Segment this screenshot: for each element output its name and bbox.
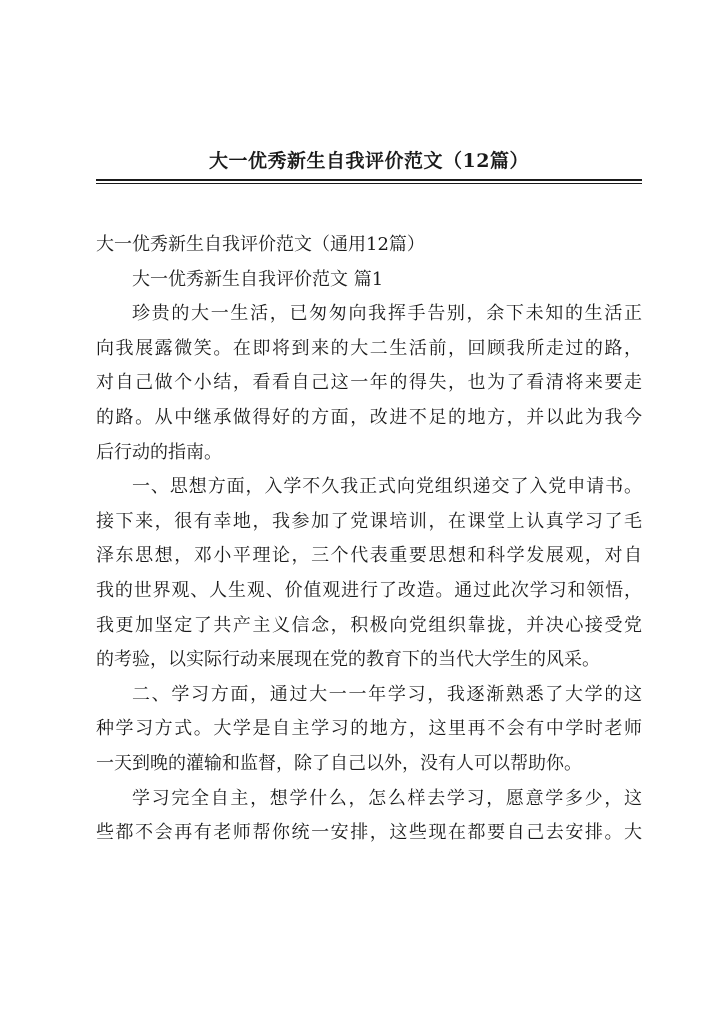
text-line: 泽东思想，邓小平理论，三个代表重要思想和科学发展观，对自	[96, 545, 642, 567]
text-line: 一、思想方面，入学不久我正式向党组织递交了入党申请书。	[132, 476, 642, 498]
text-line: 后行动的指南。	[96, 441, 222, 463]
text-line: 我的世界观、人生观、价值观进行了改造。通过此次学习和领悟，	[96, 579, 642, 601]
text-line: 对自己做个小结，看看自己这一年的得失，也为了看清将来要走	[96, 372, 642, 394]
text-line: 向我展露微笑。在即将到来的大二生活前，回顾我所走过的路，	[96, 337, 642, 359]
text-line: 大一优秀新生自我评价范文 篇1	[132, 268, 384, 290]
text-line: 的考验，以实际行动来展现在党的教育下的当代大学生的风采。	[96, 649, 600, 671]
text-line: 些都不会再有老师帮你统一安排，这些现在都要自己去安排。大	[96, 822, 642, 844]
text-line: 的路。从中继承做得好的方面，改进不足的地方，并以此为我今	[96, 406, 642, 428]
document-title: 大一优秀新生自我评价范文（12篇）	[209, 150, 529, 172]
text-line: 种学习方式。大学是自主学习的地方，这里再不会有中学时老师	[96, 718, 642, 740]
text-line: 二、学习方面，通过大一一年学习，我逐渐熟悉了大学的这	[132, 683, 642, 705]
document-body	[96, 228, 642, 851]
text-line: 学习完全自主，想学什么，怎么样去学习，愿意学多少，这	[132, 787, 642, 809]
title-underline	[96, 179, 642, 181]
text-line: 接下来，很有幸地，我参加了党课培训，在课堂上认真学习了毛	[96, 510, 642, 532]
text-line: 大一优秀新生自我评价范文（通用12篇）	[96, 234, 425, 255]
text-line: 珍贵的大一生活，已匆匆向我挥手告别，余下未知的生活正	[132, 303, 642, 325]
text-line: 一天到晚的灌输和监督，除了自己以外，没有人可以帮助你。	[96, 752, 582, 774]
text-line: 我更加坚定了共产主义信念，积极向党组织靠拢，并决心接受党	[96, 614, 642, 636]
